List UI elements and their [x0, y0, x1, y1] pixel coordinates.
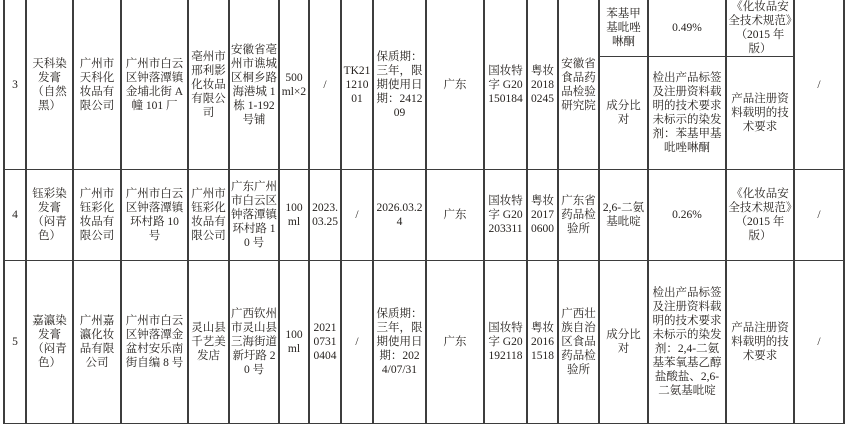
cell-registration-number: 国妆特字 G20192118: [484, 261, 527, 424]
cell-remark: /: [794, 0, 844, 170]
cell-expiry-date: 2026.03.24: [373, 170, 426, 261]
cell-sampling-region: 广东: [426, 0, 484, 170]
cell-manufacturer-address: 广州市白云区钟落潭镇环村路 10 号: [121, 170, 188, 261]
cell-sampled-unit: 灵山县千艺美发店: [188, 261, 229, 424]
cell-standard-basis: 《化妆品安全技术规范》（2015 年版）: [726, 0, 794, 57]
cell-inspection-agency: 广西壮族自治区食品药品检验所: [558, 261, 599, 424]
cell-product-name: 天科染发膏（自然黑）: [26, 0, 73, 170]
cell-specification: 500ml×2: [279, 0, 309, 170]
cell-batch-number: TK21121001: [341, 0, 373, 170]
cell-manufacturer-address: 广州市白云区钟落潭镇金埔北街 A 幢 101 厂: [121, 0, 188, 170]
table-row: [4, 261, 844, 424]
cell-remark: /: [794, 261, 844, 424]
cell-test-result: 检出产品标签及注册资料载明的技术要求未标示的染发剂：2,4-二氨基苯氧基乙醇盐酸盐、2,6-二氨基吡啶: [648, 261, 726, 424]
cell-sampled-unit-address: 广西钦州市灵山县三海街道新圩路 20 号: [229, 261, 279, 424]
cell-seq: 3: [4, 0, 26, 170]
cell-test-result: 检出产品标签及注册资料载明的技术要求未标示的染发剂：苯基甲基吡唑啉酮: [648, 57, 726, 170]
cell-manufacturer: 广州嘉瀛化妆品有限公司: [73, 261, 121, 424]
cell-sampling-region: 广东: [426, 170, 484, 261]
cell-specification: 100ml: [279, 170, 309, 261]
cell-specification: 100ml: [279, 261, 309, 424]
cell-standard-basis: 产品注册资料载明的技术要求: [726, 57, 794, 170]
cell-sampled-unit-address: 安徽省亳州市谯城区桐乡路海港城 1 栋 1-192 号铺: [229, 0, 279, 170]
cell-batch-number: /: [341, 170, 373, 261]
cell-manufacturer: 广州市钰彩化妆品有限公司: [73, 170, 121, 261]
cell-sampled-unit: 亳州市邢利影化妆品有限公司: [188, 0, 229, 170]
cell-test-result: 0.26%: [648, 170, 726, 261]
cell-sampled-unit-address: 广东广州市白云区钟落潭镇环村路 10 号: [229, 170, 279, 261]
cell-license-number: 粤妆 20161518: [527, 261, 558, 424]
cell-test-item: 成分比对: [599, 261, 648, 424]
cell-product-name: 嘉瀛染发膏（闷青色）: [26, 261, 73, 424]
cell-remark: /: [794, 170, 844, 261]
cell-registration-number: 国妆特字 G20203311: [484, 170, 527, 261]
table-row: [4, 0, 844, 57]
table-row: [4, 170, 844, 261]
cell-expiry-date: 保质期：三年，限期使用日期：2024/07/31: [373, 261, 426, 424]
cell-inspection-agency: 广东省药品检验所: [558, 170, 599, 261]
cell-production-date: /: [309, 0, 341, 170]
cell-batch-number: /: [341, 261, 373, 424]
cell-product-name: 钰彩染发膏（闷青色）: [26, 170, 73, 261]
cell-test-item: 苯基甲基吡唑啉酮: [599, 0, 648, 57]
cell-license-number: 粤妆 20180245: [527, 0, 558, 170]
cell-expiry-date: 保质期：三年，限期使用日期：241209: [373, 0, 426, 170]
cell-manufacturer-address: 广州市白云区钟落潭金盆村安乐南街自编 8 号: [121, 261, 188, 424]
cell-test-item: 2,6-二氨基吡啶: [599, 170, 648, 261]
cell-production-date: 2023.03.25: [309, 170, 341, 261]
cell-test-result: 0.49%: [648, 0, 726, 57]
cell-license-number: 粤妆 20170600: [527, 170, 558, 261]
cell-production-date: 202107310404: [309, 261, 341, 424]
cell-manufacturer: 广州市天科化妆品有限公司: [73, 0, 121, 170]
cell-registration-number: 国妆特字 G20150184: [484, 0, 527, 170]
cell-sampled-unit: 广州市钰彩化妆品有限公司: [188, 170, 229, 261]
cell-test-item: 成分比对: [599, 57, 648, 170]
cell-seq: 4: [4, 170, 26, 261]
cell-inspection-agency: 安徽省食品药品检验研究院: [558, 0, 599, 170]
inspection-table: [3, 0, 845, 424]
cell-seq: 5: [4, 261, 26, 424]
cell-standard-basis: 《化妆品安全技术规范》（2015 年版）: [726, 170, 794, 261]
cell-sampling-region: 广东: [426, 261, 484, 424]
cell-standard-basis: 产品注册资料载明的技术要求: [726, 261, 794, 424]
